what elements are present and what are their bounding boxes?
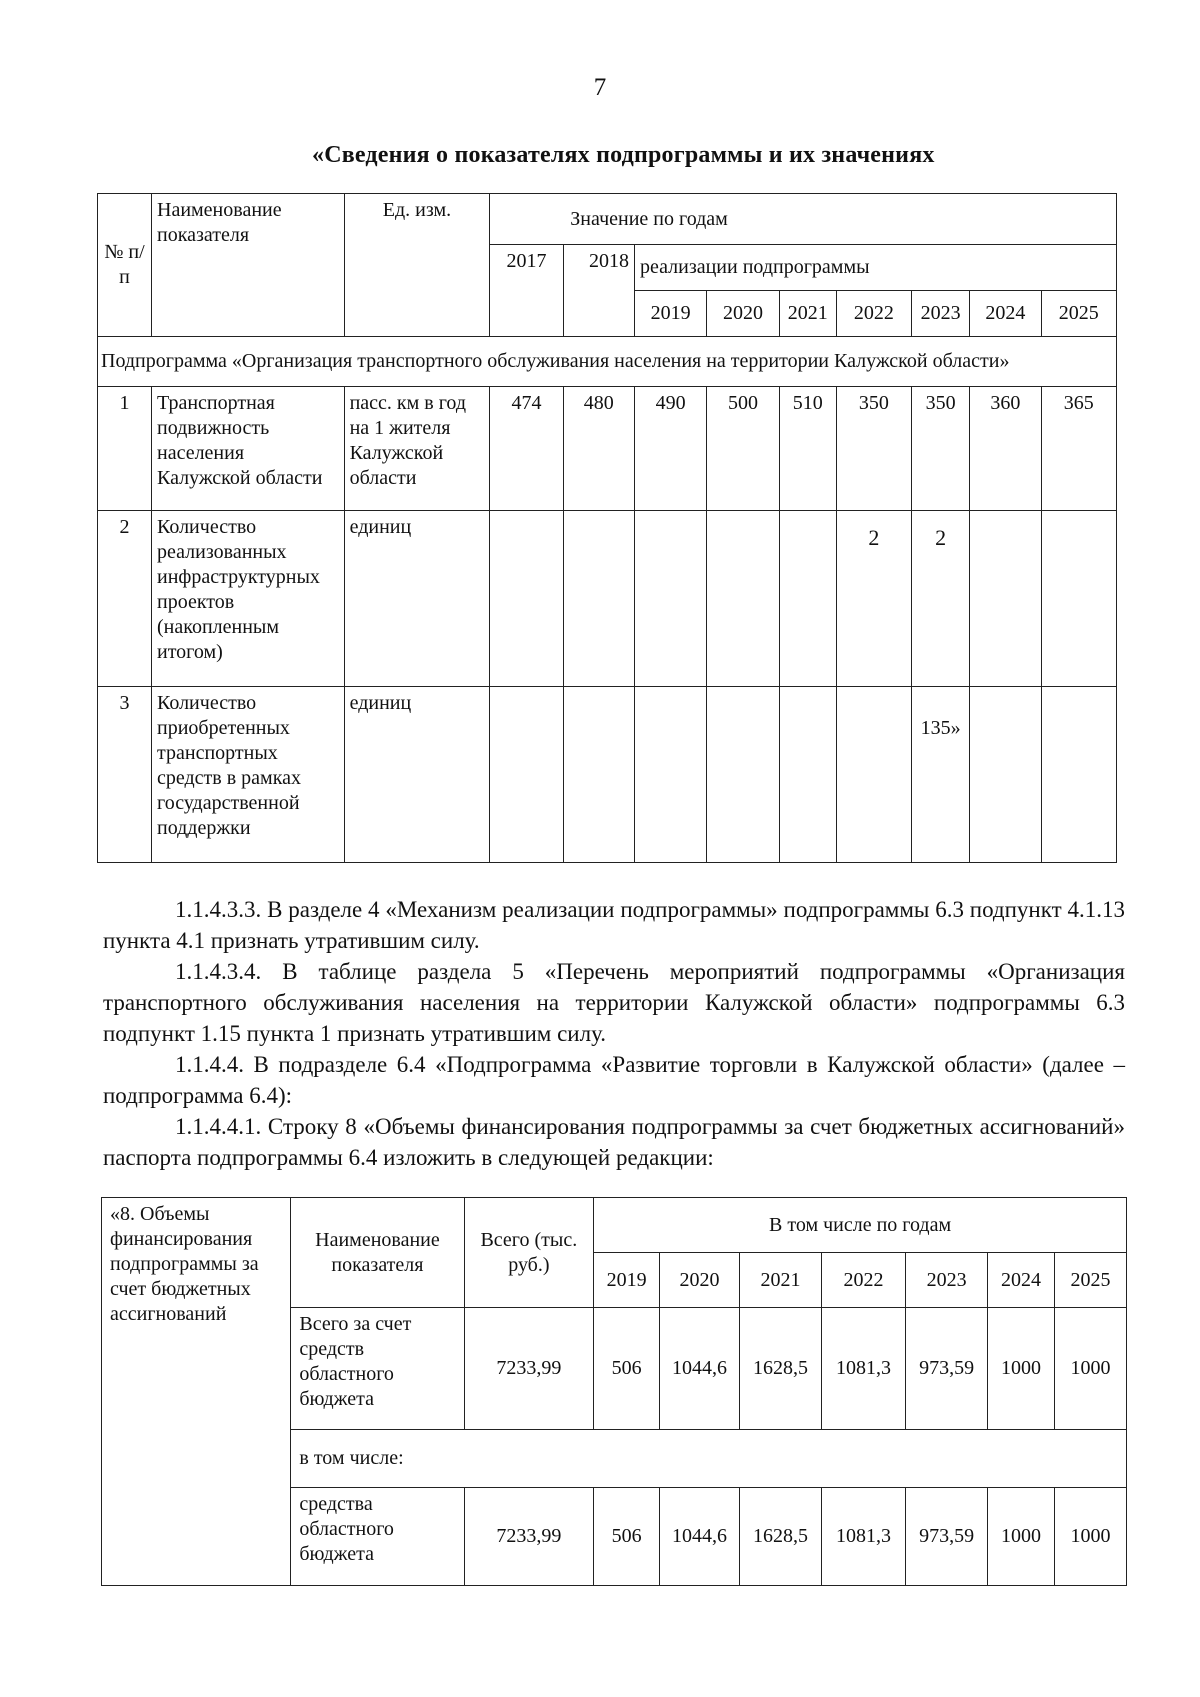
row-num: 3 — [98, 687, 152, 863]
header-year-2019: 2019 — [634, 291, 706, 337]
row-value — [490, 687, 563, 863]
row-value — [779, 687, 836, 863]
row-total: 7233,99 — [464, 1488, 594, 1586]
header-year-2024: 2024 — [970, 291, 1041, 337]
header-year-2022: 2022 — [836, 291, 911, 337]
paragraph-3: 1.1.4.4. В подразделе 6.4 «Подпрограмма «Развитие торговли в Калужской области» (далее – подпрограмма 6.4): — [103, 1052, 1125, 1108]
row-value: 510 — [779, 387, 836, 511]
paragraph-1: 1.1.4.3.3. В разделе 4 «Механизм реализации подпрограммы» подпрограммы 6.3 подпункт 4.1.13 пункта 4.1 признать утратившим силу. — [103, 897, 1125, 953]
row-value — [563, 687, 634, 863]
financing-row-label: «8. Объемы финансирования подпрограммы за счет бюджетных ассигнований — [102, 1198, 291, 1586]
section-title: Подпрограмма «Организация транспортного обслуживания населения на территории Калужской области» — [98, 337, 1117, 387]
row-value — [970, 511, 1041, 687]
row-value: 474 — [490, 387, 563, 511]
row-value: 973,59 — [906, 1488, 988, 1586]
row-value: 1628,5 — [740, 1308, 822, 1430]
indicators-table — [97, 193, 1117, 863]
row-value: 1044,6 — [660, 1488, 740, 1586]
row-value — [707, 687, 779, 863]
header-year-2021: 2021 — [779, 291, 836, 337]
row-value: 506 — [594, 1308, 660, 1430]
row-value: 1000 — [1054, 1488, 1126, 1586]
header-year-2017: 2017 — [490, 245, 563, 337]
row-value: 365 — [1041, 387, 1116, 511]
header-year-2020: 2020 — [660, 1253, 740, 1308]
section-row — [98, 337, 1117, 387]
header-unit: Ед. изм. — [344, 194, 490, 337]
header-total: Всего (тыс. руб.) — [464, 1198, 594, 1308]
row-value — [563, 511, 634, 687]
row-value: 500 — [707, 387, 779, 511]
header-name: Наименование показателя — [152, 194, 345, 337]
row-value — [634, 511, 706, 687]
header-year-2023: 2023 — [906, 1253, 988, 1308]
header-year-2023: 2023 — [912, 291, 970, 337]
row-value — [707, 511, 779, 687]
header-name: Наименование показателя — [291, 1198, 464, 1308]
financing-table — [101, 1197, 1127, 1586]
row-value: 135» — [912, 687, 970, 863]
row-value: 1081,3 — [822, 1488, 906, 1586]
row-value: 360 — [970, 387, 1041, 511]
header-implementation: реализации подпрограммы — [634, 245, 1116, 291]
header-year-2020: 2020 — [707, 291, 779, 337]
row-value: 506 — [594, 1488, 660, 1586]
row-value: 973,59 — [906, 1308, 988, 1430]
table-row — [98, 511, 1117, 687]
row-name: Количество приобретенных транспортных средств в рамках государственной поддержки — [152, 687, 345, 863]
row-unit: единиц — [344, 511, 490, 687]
header-year-2021: 2021 — [740, 1253, 822, 1308]
header-year-2024: 2024 — [988, 1253, 1055, 1308]
page-number: 7 — [593, 74, 607, 101]
table-row — [98, 687, 1117, 863]
row-name: Количество реализованных инфраструктурных проектов (накопленным итогом) — [152, 511, 345, 687]
header-year-2025: 2025 — [1054, 1253, 1126, 1308]
row-value — [779, 511, 836, 687]
row-name: Всего за счет средств областного бюджета — [291, 1308, 464, 1430]
row-value — [836, 687, 911, 863]
header-values-by-year: Значение по годам — [490, 194, 1117, 245]
header-num: № п/п — [98, 194, 152, 337]
row-value: 350 — [912, 387, 970, 511]
header-year-2018: 2018 — [563, 245, 634, 337]
header-year-2019: 2019 — [594, 1253, 660, 1308]
row-value: 480 — [563, 387, 634, 511]
table-title: «Сведения о показателях подпрограммы и их значениях — [312, 142, 935, 168]
row-value: 1000 — [988, 1488, 1055, 1586]
row-value: 2 — [912, 511, 970, 687]
header-row-1 — [102, 1198, 1127, 1253]
row-total: 7233,99 — [464, 1308, 594, 1430]
row-unit: пасс. км в год на 1 жителя Калужской области — [344, 387, 490, 511]
paragraph-4: 1.1.4.4.1. Строку 8 «Объемы финансирования подпрограммы за счет бюджетных ассигнований» паспорта подпрограммы 6.4 изложить в следующей редакции: — [103, 1114, 1125, 1170]
row-name: в том числе: — [291, 1430, 1127, 1488]
row-num: 2 — [98, 511, 152, 687]
row-value: 1628,5 — [740, 1488, 822, 1586]
header-by-years: В том числе по годам — [594, 1198, 1127, 1253]
header-year-2022: 2022 — [822, 1253, 906, 1308]
row-value: 1044,6 — [660, 1308, 740, 1430]
table-row — [98, 387, 1117, 511]
row-value — [1041, 687, 1116, 863]
header-year-2025: 2025 — [1041, 291, 1116, 337]
row-value: 1000 — [988, 1308, 1055, 1430]
row-value — [970, 687, 1041, 863]
row-value: 1000 — [1054, 1308, 1126, 1430]
row-unit: единиц — [344, 687, 490, 863]
row-value — [634, 687, 706, 863]
row-value: 2 — [836, 511, 911, 687]
row-value: 490 — [634, 387, 706, 511]
row-value: 350 — [836, 387, 911, 511]
paragraph-2: 1.1.4.3.4. В таблице раздела 5 «Перечень мероприятий подпрограммы «Организация транспортного обслуживания населения на территории Калужской области» подпрограммы 6.3 подпункт 1.15 пункта 1 признать утратившим силу. — [103, 959, 1125, 1046]
header-row-1 — [98, 194, 1117, 245]
row-name: средства областного бюджета — [291, 1488, 464, 1586]
row-num: 1 — [98, 387, 152, 511]
row-value — [490, 511, 563, 687]
row-name: Транспортная подвижность населения Калужской области — [152, 387, 345, 511]
row-value — [1041, 511, 1116, 687]
row-value: 1081,3 — [822, 1308, 906, 1430]
